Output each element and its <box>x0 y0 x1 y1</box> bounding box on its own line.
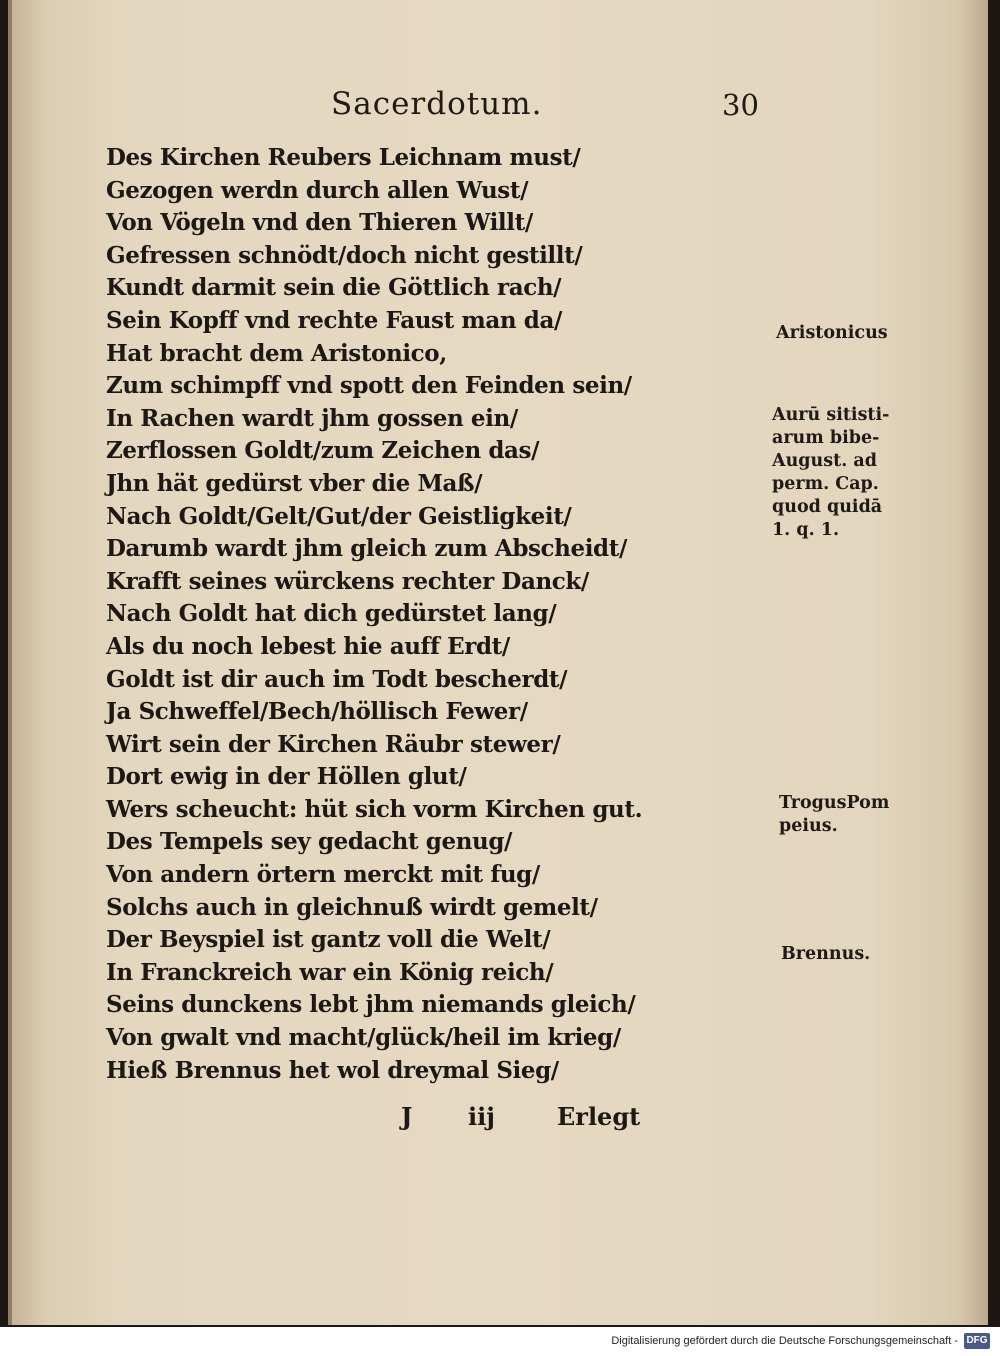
verse-line: Ja Schweffel/Bech/höllisch Fewer/ <box>106 698 528 726</box>
verse-line: Gefressen schnödt/doch nicht gestillt/ <box>106 241 583 269</box>
funding-credit: Digitalisierung gefördert durch die Deutsche Forschungsgemeinschaft - <box>611 1335 958 1347</box>
verse-line: Zerflossen Goldt/zum Zeichen das/ <box>106 437 540 465</box>
verse-line: Seins dunckens lebt jhm niemands gleich/ <box>106 991 636 1019</box>
verse-line: In Rachen wardt jhm gossen ein/ <box>106 404 518 432</box>
verse-line: Wers scheucht: hüt sich vorm Kirchen gut. <box>106 795 643 823</box>
marginal-note-line: arum bibe- <box>772 428 880 448</box>
verse-line: In Franckreich war ein König reich/ <box>106 958 554 986</box>
marginal-note-line: 1. q. 1. <box>772 520 840 540</box>
verse-line: Kundt darmit sein die Göttlich rach/ <box>106 274 562 302</box>
marginal-note-line: Aurū sitisti- <box>772 405 890 425</box>
marginal-note-aurum <box>772 404 889 542</box>
verse-line: Von andern örtern merckt mit fug/ <box>106 861 540 889</box>
signature-letter: J <box>401 1102 413 1131</box>
marginal-note-line: perm. Cap. <box>772 474 879 494</box>
marginal-note-line: peius. <box>779 816 838 836</box>
verse-line: Krafft seines würckens rechter Danck/ <box>106 567 589 595</box>
verse-line: Dort ewig in der Höllen glut/ <box>106 763 467 791</box>
book-page <box>8 0 988 1325</box>
verse-line: Des Tempels sey gedacht genug/ <box>106 828 513 856</box>
verse-line: Von gwalt vnd macht/glück/heil im krieg/ <box>106 1024 621 1052</box>
verse-line: Nach Goldt/Gelt/Gut/der Geistligkeit/ <box>106 502 572 530</box>
verse-line: Jhn hät gedürst vber die Maß/ <box>106 469 483 497</box>
marginal-note-line: Brennus. <box>781 944 871 964</box>
verse-line: Darumb wardt jhm gleich zum Abscheidt/ <box>106 535 627 563</box>
dfg-logo: DFG <box>964 1333 990 1349</box>
marginal-note-line: TrogusPom <box>779 793 890 813</box>
catchword: Erlegt <box>557 1102 641 1131</box>
verse-line: Gezogen werdn durch allen Wust/ <box>106 176 529 204</box>
verse-line: Hat bracht dem Aristonico, <box>106 339 447 367</box>
verse-line: Zum schimpff vnd spott den Feinden sein/ <box>106 372 632 400</box>
marginal-note-trogus <box>779 792 889 838</box>
marginal-note-aristonicus <box>776 322 888 345</box>
verse-line: Nach Goldt hat dich gedürstet lang/ <box>106 600 557 628</box>
verse-block <box>106 142 666 1087</box>
marginal-note-line: quod quidā <box>772 497 883 517</box>
page-number: 30 <box>722 88 759 122</box>
marginal-note-brennus <box>781 943 870 966</box>
running-head: Sacerdotum. <box>331 86 543 122</box>
verse-line: Von Vögeln vnd den Thieren Willt/ <box>106 209 533 237</box>
verse-line: Hieß Brennus het wol dreymal Sieg/ <box>106 1056 559 1084</box>
verse-line: Wirt sein der Kirchen Räubr stewer/ <box>106 730 561 758</box>
marginal-note-line: Aristonicus <box>776 323 888 343</box>
marginal-note-line: August. ad <box>772 451 877 471</box>
verse-line: Solchs auch in gleichnuß wirdt gemelt/ <box>106 893 598 921</box>
verse-line: Als du noch lebest hie auff Erdt/ <box>106 632 510 660</box>
signature-number: iij <box>468 1102 495 1131</box>
verse-line: Goldt ist dir auch im Todt bescherdt/ <box>106 665 568 693</box>
verse-line: Der Beyspiel ist gantz voll die Welt/ <box>106 926 551 954</box>
verse-line: Des Kirchen Reubers Leichnam must/ <box>106 144 581 171</box>
verse-line: Sein Kopff vnd rechte Faust man da/ <box>106 306 562 334</box>
footer-bar <box>0 1327 1000 1356</box>
